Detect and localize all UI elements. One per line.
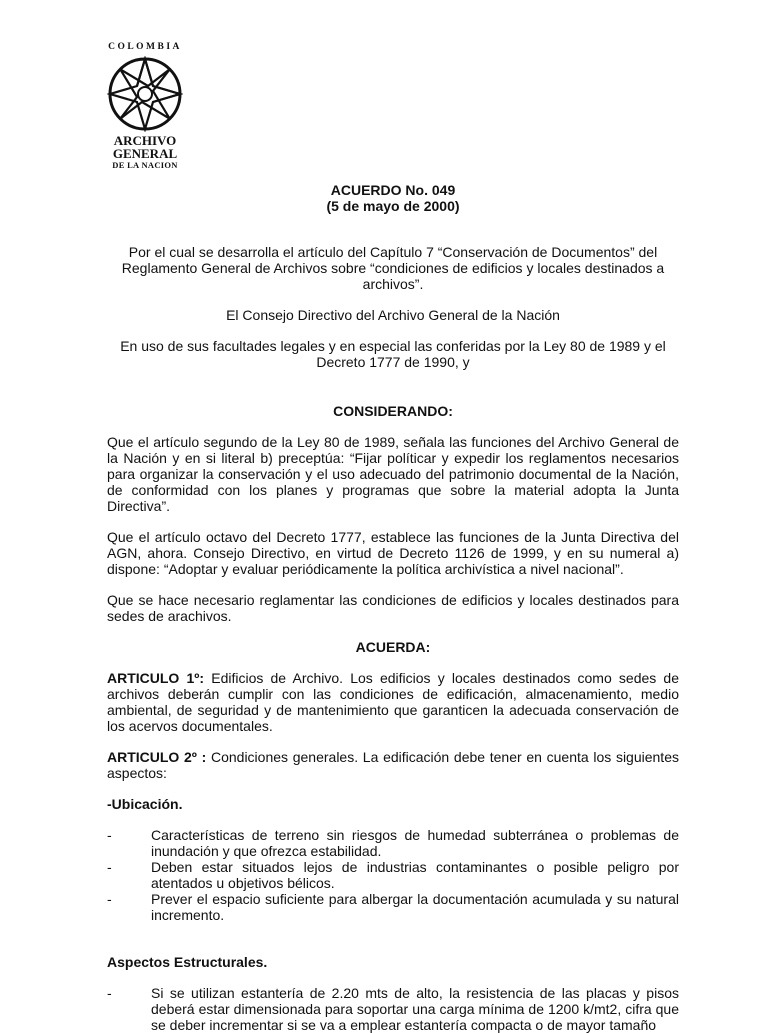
list-item	[107, 827, 679, 859]
powers-paragraph: En uso de sus facultades legales y en especial las conferidas por la Ley 80 de 1989 y el Decreto 1777 de 1990, y	[120, 338, 666, 370]
document-title: ACUERDO No. 049	[330, 182, 456, 198]
document-body	[107, 182, 679, 1033]
articulo-2-text: Condiciones generales. La edificación debe tener en cuenta los siguientes aspectos:	[107, 749, 679, 781]
ubicacion-heading: -Ubicación.	[107, 796, 183, 812]
articulo-1	[107, 670, 679, 734]
considerando-paragraph-3: Que se hace necesario reglamentar las condiciones de edificios y locales destinados para sedes de arachivos.	[107, 592, 679, 624]
compass-star-emblem-icon	[107, 56, 183, 132]
ubicacion-list	[107, 827, 679, 923]
ubicacion-item-2: Deben estar situados lejos de industrias contaminantes o posible peligro por atentados u objetivos bélicos.	[151, 859, 679, 891]
list-item	[107, 891, 679, 923]
list-item	[107, 859, 679, 891]
estructurales-item-1: Si se utilizan estantería de 2.20 mts de alto, la resistencia de las placas y pisos deberá estar dimensionada para soportar una carga mínima de 1200 k/mt2, cifra que se deber incrementar si se va a emplear estantería compacta o de mayor tamaño	[151, 985, 679, 1033]
ubicacion-item-3: Prever el espacio suficiente para albergar la documentación acumulada y su natural incremento.	[151, 891, 679, 923]
bullet-dash: -	[107, 891, 112, 907]
council-line: El Consejo Directivo del Archivo General de la Nación	[226, 307, 560, 323]
considerando-paragraph-2: Que el artículo octavo del Decreto 1777, establece las funciones de la Junta Directiva del AGN, ahora. Consejo Directivo, en virtud de Decreto 1126 de 1999, y en su numeral a) dispone: “Adoptar y evaluar periódicamente la política archivística a nivel nacional”.	[107, 529, 679, 577]
logo-line-archivo: ARCHIVO	[113, 133, 177, 148]
estructurales-list	[107, 985, 679, 1033]
bullet-dash: -	[107, 827, 112, 843]
articulo-1-label: ARTICULO 1º:	[107, 670, 205, 686]
logo-line-nacion: DE LA NACION	[112, 160, 178, 170]
bullet-dash: -	[107, 985, 112, 1001]
considerando-heading: CONSIDERANDO:	[333, 403, 453, 419]
estructurales-heading: Aspectos Estructurales.	[107, 954, 268, 970]
document-date: (5 de mayo de 2000)	[326, 198, 460, 214]
acuerda-heading: ACUERDA:	[355, 639, 431, 655]
considerando-paragraph-1: Que el artículo segundo de la Ley 80 de 1989, señala las funciones del Archivo General de la Nación y en si literal b) preceptúa: “Fijar políticar y expedir los reglamentos necesarios para organizar la conservación y el uso adecuado del patrimonio documental de la Nación, de conformidad con los planes y programas que sobre la material adopta la Junta Directiva”.	[107, 434, 679, 514]
agn-logo	[103, 42, 187, 170]
articulo-2	[107, 749, 679, 781]
purpose-paragraph: Por el cual se desarrolla el artículo del Capítulo 7 “Conservación de Documentos” del Reglamento General de Archivos sobre “condiciones de edificios y locales destinados a archivos”.	[121, 244, 665, 292]
logo-line-general: GENERAL	[112, 146, 178, 161]
ubicacion-item-1: Características de terreno sin riesgos de humedad subterránea o problemas de inundación y que ofrezca estabilidad.	[151, 827, 679, 859]
logo-country: COLOMBIA	[108, 42, 182, 52]
articulo-2-label: ARTICULO 2º :	[107, 749, 207, 765]
list-item	[107, 985, 679, 1033]
bullet-dash: -	[107, 859, 112, 875]
articulo-1-text: Edificios de Archivo. Los edificios y locales destinados como sedes de archivos deberán cumplir con las condiciones de edificación, almacenamiento, medio ambiental, de seguridad y de mantenimiento que garanticen la adecuada conservación de los acervos documentales.	[107, 670, 680, 734]
